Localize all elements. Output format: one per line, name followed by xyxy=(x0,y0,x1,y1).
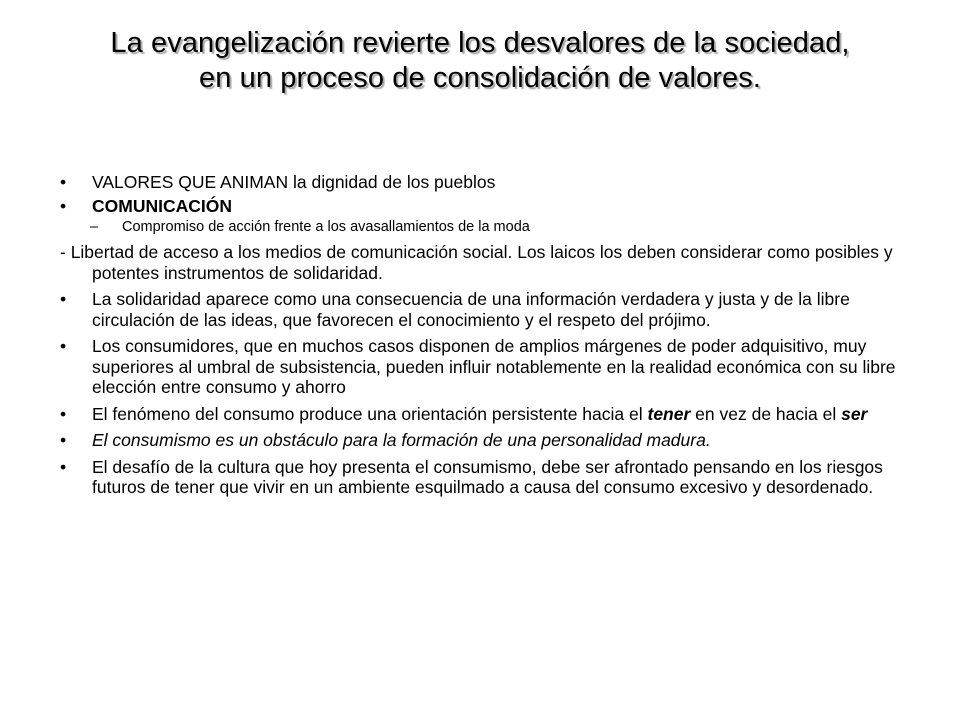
bullet-icon: • xyxy=(60,336,67,356)
dash-icon: – xyxy=(90,219,99,235)
bullet-text: VALORES QUE ANIMAN la dignidad de los pueblos xyxy=(92,172,496,192)
bullet-item-consumidores xyxy=(60,336,918,398)
bullet-item-comunicacion xyxy=(60,196,918,217)
bullet-text: La solidaridad aparece como una consecuencia de una información verdadera y justa y de la libre circulación de las ideas, que favorecen el conocimiento y el respeto del prójimo. xyxy=(92,289,850,330)
sub-item-compromiso xyxy=(60,218,918,236)
bullet-text: COMUNICACIÓN xyxy=(92,195,232,216)
bullet-item-desafio xyxy=(60,457,918,498)
bullet-text: El desafío de la cultura que hoy presenta el consumismo, debe ser afrontado pensando en los riesgos futuros de tener que vivir en un ambiente esquilmado a causa del consumo excesivo y desordenado. xyxy=(92,456,883,497)
bullet-icon: • xyxy=(60,172,67,192)
bullet-icon: • xyxy=(60,195,67,216)
bullet-text-emphasis-tener: tener xyxy=(647,403,691,424)
bullet-text: El consumismo es un obstáculo para la formación de una personalidad madura. xyxy=(92,430,711,450)
bullet-text-part: en vez de hacia el xyxy=(690,403,842,424)
paragraph-libertad xyxy=(60,242,918,283)
title-line-2: en un proceso de consolidación de valores. xyxy=(198,62,761,94)
bullet-item-consumismo xyxy=(60,430,918,451)
paragraph-text: - Libertad de acceso a los medios de comunicación social. Los laicos los deben considerar como posibles y potentes instrumentos de solidaridad. xyxy=(60,242,893,283)
slide-body xyxy=(60,172,918,498)
slide-title xyxy=(40,26,920,96)
bullet-text-part: El fenómeno del consumo produce una orientación persistente hacia el xyxy=(92,403,648,424)
bullet-icon: • xyxy=(60,403,67,424)
bullet-icon: • xyxy=(60,456,67,477)
bullet-item-fenomeno xyxy=(60,404,918,425)
bullet-text-emphasis-ser: ser xyxy=(841,403,868,424)
bullet-item-solidaridad xyxy=(60,289,918,330)
title-line-1: La evangelización revierte los desvalores de la sociedad, xyxy=(110,27,850,59)
bullet-item-valores xyxy=(60,172,918,193)
bullet-icon: • xyxy=(60,430,67,450)
sub-item-text: Compromiso de acción frente a los avasallamientos de la moda xyxy=(122,219,530,235)
bullet-text: Los consumidores, que en muchos casos disponen de amplios márgenes de poder adquisitivo, muy superiores al umbral de subsistencia, pueden influir notablemente en la realidad económica con su libre elección entre consumo y ahorro xyxy=(92,336,896,397)
bullet-icon: • xyxy=(60,289,67,309)
